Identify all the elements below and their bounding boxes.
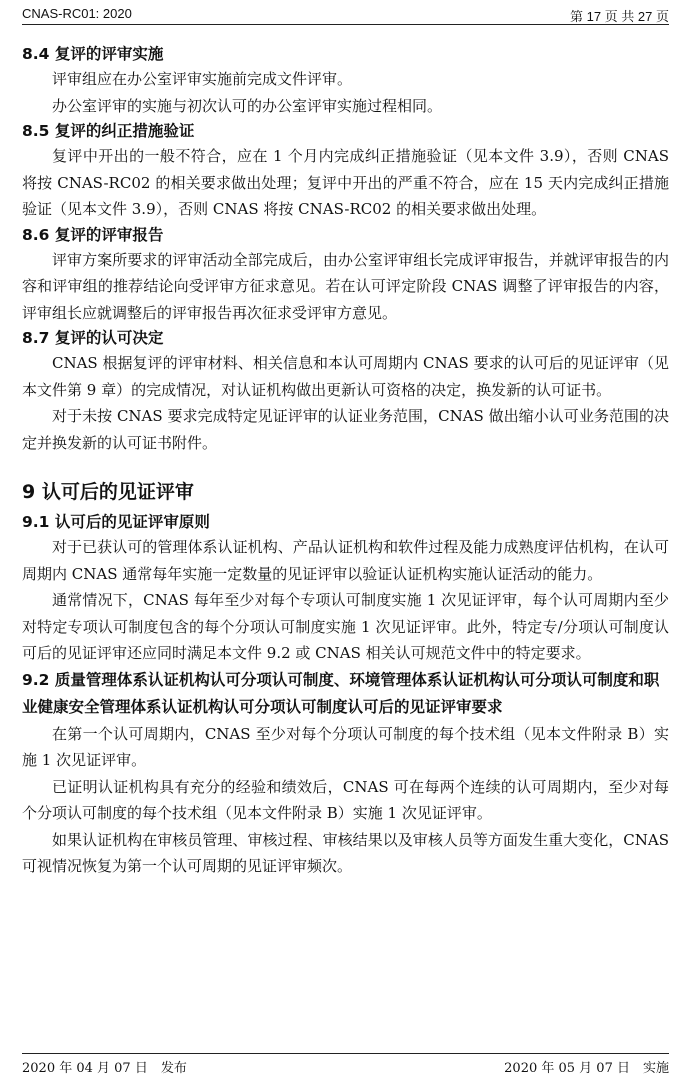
paragraph: CNAS 根据复评的评审材料、相关信息和本认可周期内 CNAS 要求的认可后的见证评审（见本文件第 9 章）的完成情况，对认证机构做出更新认可资格的决定，换发新的认可证书。: [22, 354, 669, 399]
paragraph: 如果认证机构在审核员管理、审核过程、审核结果以及审核人员等方面发生重大变化，CNAS 可视情况恢复为第一个认可周期的见证评审频次。: [22, 830, 669, 875]
paragraph: 通常情况下，CNAS 每年至少对每个专项认可制度实施 1 次见证评审，每个认可周期内至少对特定专项认可制度包含的每个分项认可制度实施 1 次见证评审。此外，特定专/分项认可制度认可后的见证评审还应同时满足本文件 9.2 或 CNAS 相关认可规范文件中的特定要求。: [22, 591, 669, 662]
paragraph: 对于未按 CNAS 要求完成特定见证评审的认证业务范围，CNAS 做出缩小认可业务范围的决定并换发新的认可证书附件。: [22, 407, 669, 452]
section-9-1-title: 9.1 认可后的见证评审原则: [22, 513, 210, 531]
page-header: [22, 4, 669, 25]
doc-code: CNAS-RC01: 2020: [22, 6, 132, 21]
paragraph: 评审方案所要求的评审活动全部完成后，由办公室评审组长完成评审报告，并就评审报告的内容和评审组的推荐结论向受评审方征求意见。若在认可评定阶段 CNAS 调整了评审报告的内容，评审组长应就调整后的评审报告再次征求受评审方意见。: [22, 250, 669, 322]
section-9-2-title: 9.2 质量管理体系认证机构认可分项认可制度、环境管理体系认证机构认可分项认可制度和职业健康安全管理体系认证机构认可分项认可制度认可后的见证评审要求: [22, 670, 660, 716]
section-8-7-title: 8.7 复评的认可决定: [22, 329, 164, 347]
page-info: 第 17 页 共 27 页: [570, 9, 669, 24]
paragraph: 已证明认证机构具有充分的经验和绩效后，CNAS 可在每两个连续的认可周期内，至少对每个分项认可制度的每个技术组（见本文件附录 B）实施 1 次见证评审。: [22, 777, 669, 822]
page-footer: [22, 1053, 669, 1076]
section-8-6-title: 8.6 复评的评审报告: [22, 225, 164, 244]
section-8-4-title: 8.4 复评的评审实施: [22, 45, 164, 63]
paragraph: 办公室评审的实施与初次认可的办公室评审实施过程相同。: [52, 96, 443, 115]
paragraph: 评审组应在办公室评审实施前完成文件评审。: [52, 70, 353, 88]
effective-date: 2020 年 05 月 07 日 实施: [504, 1061, 669, 1076]
section-8-5-title: 8.5 复评的纠正措施验证: [22, 122, 195, 140]
issue-date: 2020 年 04 月 07 日 发布: [22, 1061, 187, 1076]
document-body: [22, 42, 669, 880]
paragraph: 在第一个认可周期内，CNAS 至少对每个分项认可制度的每个技术组（见本文件附录 B）实施 1 次见证评审。: [22, 724, 669, 769]
paragraph: 复评中开出的一般不符合，应在 1 个月内完成纠正措施验证（见本文件 3.9），否则 CNAS 将按 CNAS-RC02 的相关要求做出处理；复评中开出的严重不符合，应在 15 天内完成纠正措施验证（见本文件 3.9），否则 CNAS 将按 CNAS-RC02 的相关要求做出处理。: [22, 147, 669, 218]
paragraph: 对于已获认可的管理体系认证机构、产品认证机构和软件过程及能力成熟度评估机构，在认可周期内 CNAS 通常每年实施一定数量的见证评审以验证认证机构实施认证活动的能力。: [22, 538, 669, 583]
chapter-9-title: 9 认可后的见证评审: [22, 481, 194, 503]
